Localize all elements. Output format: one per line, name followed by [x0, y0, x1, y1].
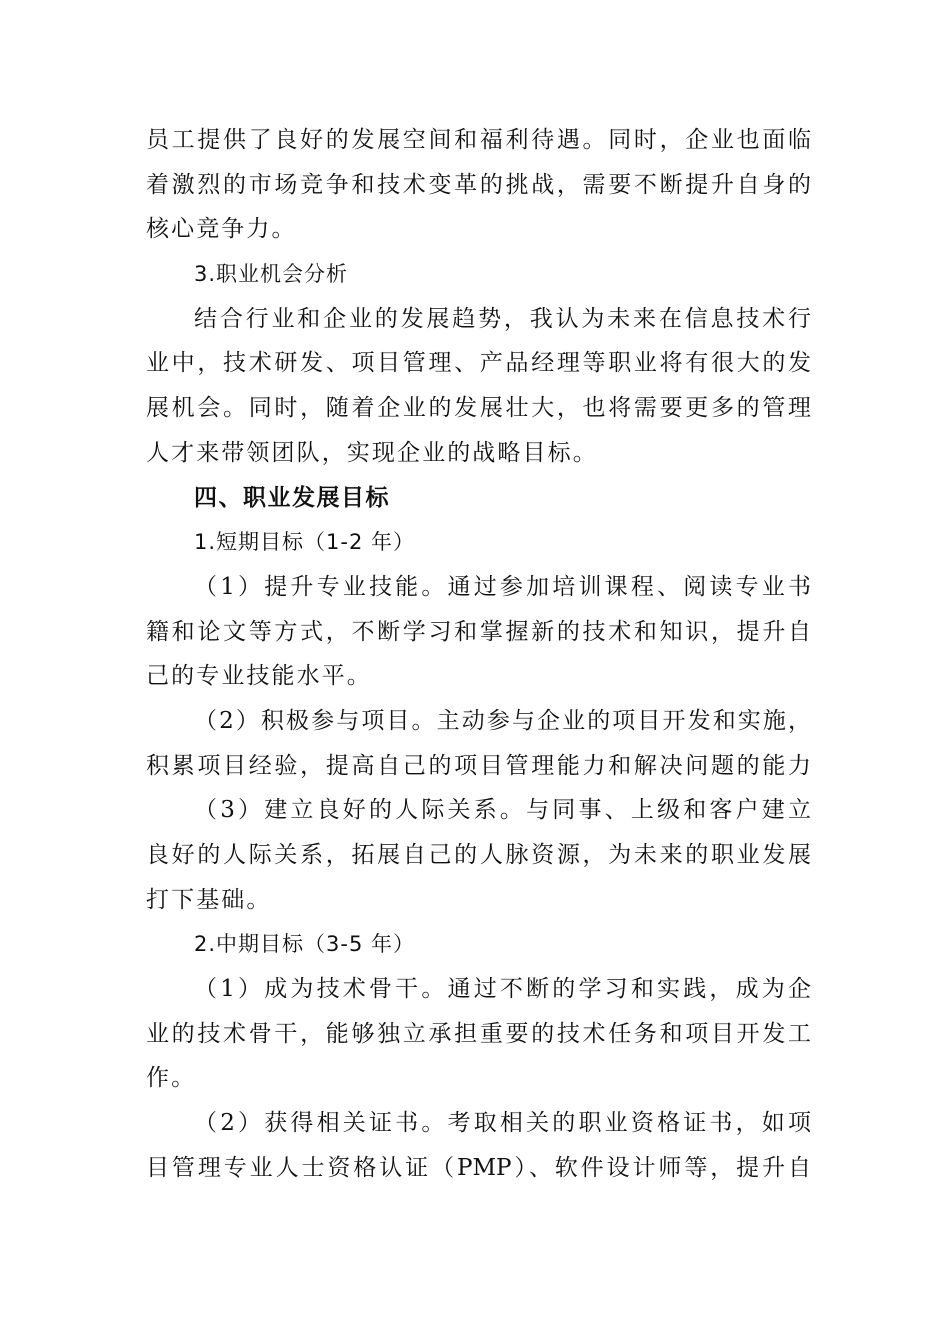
- paragraph-line: （3）建立良好的人际关系。与同事、上级和客户建立: [194, 797, 811, 824]
- document-body: [146, 118, 811, 1191]
- paragraph-line: 己的专业技能水平。: [146, 663, 372, 690]
- paragraph-line: 作。: [146, 1065, 197, 1092]
- paragraph-line: （1）成为技术骨干。通过不断的学习和实践，成为企: [194, 976, 811, 1003]
- paragraph-line: 核心竞争力。: [146, 216, 297, 243]
- paragraph-line: 良好的人际关系，拓展自己的人脉资源，为未来的职业发展: [146, 842, 811, 868]
- paragraph-line: 展机会。同时，随着企业的发展壮大，也将需要更多的管理: [146, 395, 811, 422]
- subsection-heading: 3.职业机会分析: [194, 262, 349, 287]
- paragraph-line: （2）获得相关证书。考取相关的职业资格证书，如项: [194, 1110, 811, 1137]
- paragraph-line: 籍和论文等方式，不断学习和掌握新的技术和知识，提升自: [146, 618, 811, 645]
- paragraph-line: 业的技术骨干，能够独立承担重要的技术任务和项目开发工: [146, 1020, 811, 1047]
- paragraph-line: 积累项目经验，提高自己的项目管理能力和解决问题的能力: [146, 752, 811, 779]
- paragraph-line: 业中，技术研发、项目管理、产品经理等职业将有很大的发: [146, 350, 811, 377]
- paragraph-line: 打下基础。: [146, 886, 272, 913]
- subsection-heading: 1.短期目标（1-2 年）: [194, 530, 416, 555]
- paragraph-line: 人才来带领团队，实现企业的战略目标。: [146, 439, 598, 466]
- paragraph-line: （2）积极参与项目。主动参与企业的项目开发和实施，: [194, 707, 811, 734]
- section-heading: 四、职业发展目标: [194, 484, 390, 511]
- paragraph-line: 着激烈的市场竞争和技术变革的挑战，需要不断提升自身的: [146, 171, 811, 198]
- paragraph-line: 目管理专业人士资格认证（PMP）、软件设计师等，提升自: [146, 1154, 811, 1181]
- paragraph-line: 结合行业和企业的发展趋势，我认为未来在信息技术行: [194, 305, 811, 332]
- subsection-heading: 2.中期目标（3-5 年）: [194, 932, 416, 957]
- paragraph-line: 员工提供了良好的发展空间和福利待遇。同时，企业也面临: [146, 127, 811, 153]
- paragraph-line: （1）提升专业技能。通过参加培训课程、阅读专业书: [194, 573, 811, 600]
